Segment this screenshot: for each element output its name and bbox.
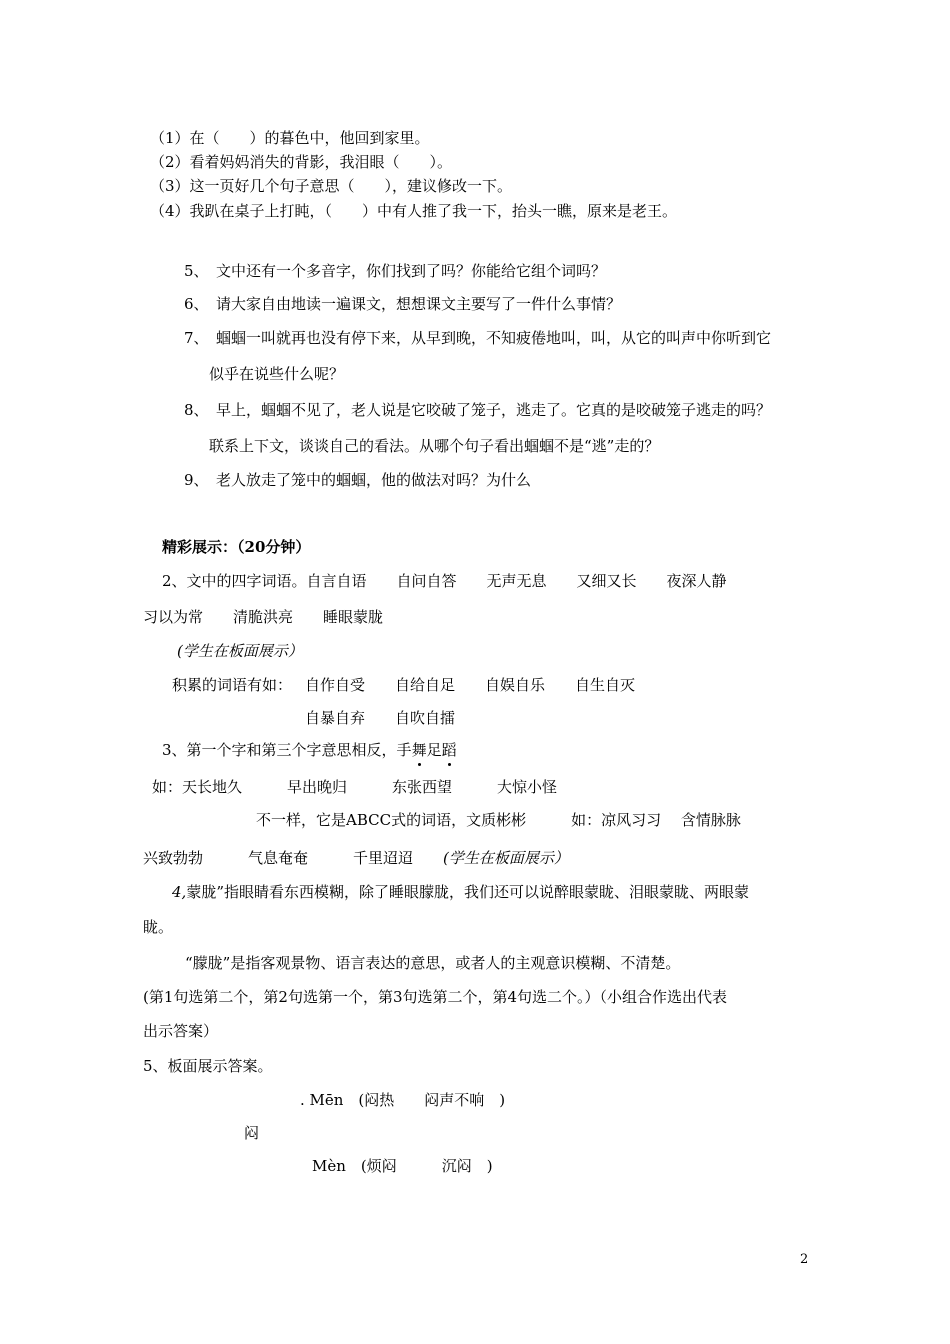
emphasis-char: 手 [396,741,412,759]
abcc-words-line: 不一样，它是ABCC式的词语，文质彬彬 如：凉风习习 含情脉脉 [256,811,741,829]
board-answer-title: 5、板面展示答案。 [143,1057,273,1075]
fill-blank-2: （2）看着妈妈消失的背影，我泪眼（ ）。 [150,153,453,171]
accumulated-words-1: 自作自受 自给自足 自娱自乐 自生自灭 [305,676,636,694]
showcase-note-1: (学生在板面展示） [177,642,303,660]
polyphone-char: 闷 [244,1124,260,1142]
fill-blank-4: （4）我趴在桌子上打盹，（ ）中有人推了我一下，抬头一瞧，原来是老王。 [150,202,678,220]
fill-blank-1: （1）在（ ）的暮色中，他回到家里。 [150,129,430,147]
question-7-line1: 7、 蝈蝈一叫就再也没有停下来，从早到晚，不知疲倦地叫，叫，从它的叫声中你听到它 [184,329,772,347]
menglong-line3: “朦胧”是指客观景物、语言表达的意思，或者人的主观意识模糊、不清楚。 [185,954,681,972]
page-number: 2 [800,1252,809,1267]
pinyin-men4: Mèn (烦闷 沉闷 ) [312,1157,493,1175]
opposite-word-examples: 如：天长地久 早出晚归 东张西望 大惊小怪 [152,778,558,796]
emphasis-char-dotted: 蹈 [441,741,457,759]
menglong-answer-line2: 出示答案） [143,1022,219,1040]
accumulated-words-label: 积累的词语有如： [172,676,293,694]
menglong-answer-line1: (第1句选第二个，第2句选第一个，第3句选第二个，第4句选二个。）（小组合作选出代表 [143,988,728,1006]
opposite-word-prefix: 3、第一个字和第三个字意思相反， [162,741,397,759]
item-number: 4, [172,883,187,901]
abcc-words-list: 兴致勃勃 气息奄奄 千里迢迢 [143,849,444,867]
question-6: 6、 请大家自由地读一遍课文，想想课文主要写了一件什么事情？ [184,295,622,313]
opposite-word-line [162,740,457,760]
question-7-line2: 似乎在说些什么呢？ [209,365,345,383]
question-5: 5、 文中还有一个多音字，你们找到了吗？你能给它组个词吗？ [184,262,607,280]
pinyin-men1: . Mēn (闷热 闷声不响 ) [300,1091,506,1109]
menglong-line2: 眬。 [143,918,174,936]
fill-blank-3: （3）这一页好几个句子意思（ ），建议修改一下。 [150,177,513,195]
menglong-text: 蒙胧”指眼睛看东西模糊，除了睡眼朦胧，我们还可以说醉眼蒙眬、泪眼蒙眬、两眼蒙 [186,883,749,901]
question-8-line2: 联系上下文，谈谈自己的看法。从哪个句子看出蝈蝈不是“逃”走的？ [209,437,660,455]
emphasis-char: 足 [426,741,442,759]
emphasis-char-dotted: 舞 [411,741,427,759]
showcase-heading: 精彩展示：（20分钟） [162,538,311,556]
abcc-words-more [143,848,569,868]
question-8-line1: 8、 早上，蝈蝈不见了，老人说是它咬破了笼子，逃走了。它真的是咬破笼子逃走的吗？ [184,401,772,419]
four-char-words-line1: 2、文中的四字词语。自言自语 自问自答 无声无息 又细又长 夜深人静 [162,572,727,590]
showcase-note-2: (学生在板面展示） [443,849,569,867]
menglong-line1 [172,882,749,902]
question-9: 9、 老人放走了笼中的蝈蝈，他的做法对吗？为什么 [184,471,532,489]
four-char-words-line2: 习以为常 清脆洪亮 睡眼蒙胧 [143,608,384,626]
accumulated-words-2: 自暴自弃 自吹自擂 [305,709,456,727]
